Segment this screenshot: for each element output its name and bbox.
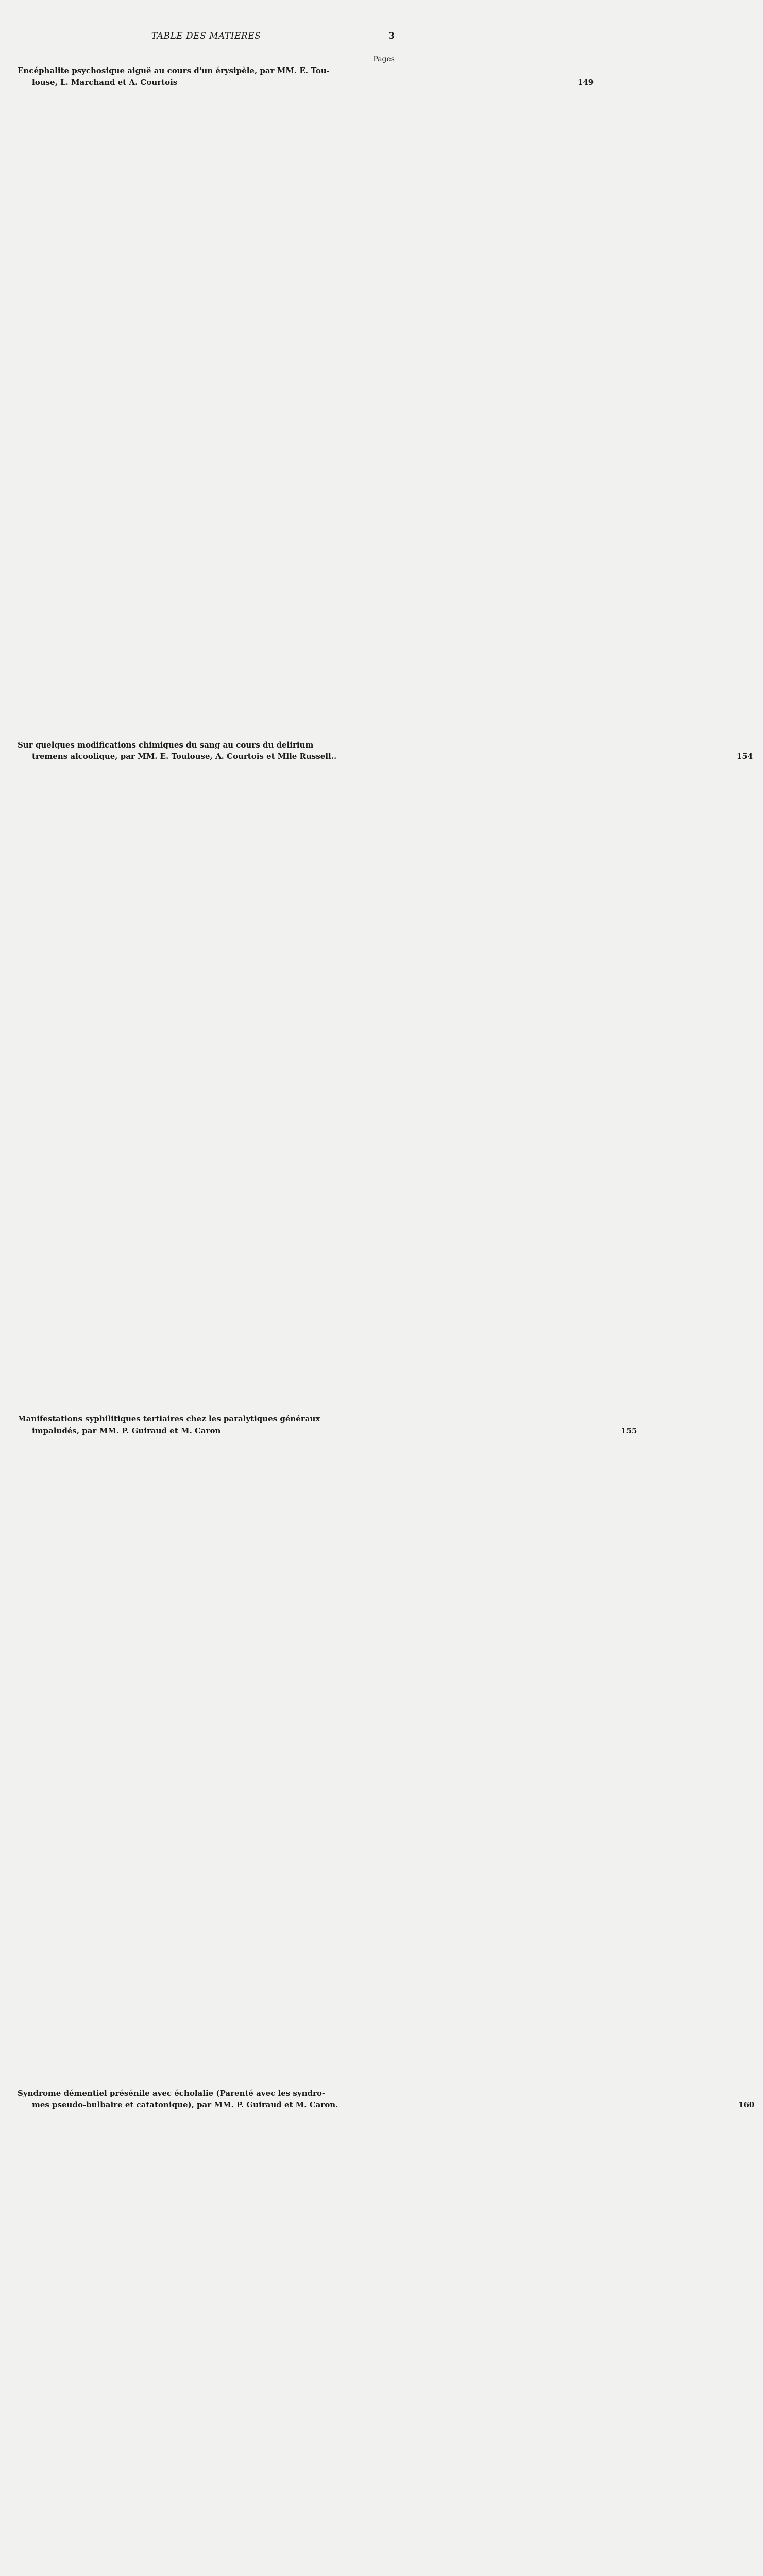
toc-entry-text: mes pseudo-bulbaire et catatonique), par MM. P. Guiraud et M. Caron. xyxy=(32,2099,338,2111)
toc-entry-page: 149 xyxy=(181,77,594,739)
toc-entry-text: Manifestations syphilitiques tertiaires chez les paralytiques généraux xyxy=(18,1413,320,1425)
toc-entry-line xyxy=(18,739,395,751)
toc-entry-line xyxy=(18,1425,395,2088)
intro-entries xyxy=(18,65,395,2576)
toc-entry-text: louse, L. Marchand et A. Courtois xyxy=(32,77,177,89)
toc-entry xyxy=(18,739,395,1414)
page-title: TABLE DES MATIERES xyxy=(18,31,395,41)
toc-entry-page: 154 xyxy=(341,751,753,1413)
toc-entry-line xyxy=(18,77,395,739)
toc-entry-text: impaludés, par MM. P. Guiraud et M. Caron xyxy=(32,1425,221,1437)
toc-entry-text: Syndrome démentiel présénile avec écholalie (Parenté avec les syndro- xyxy=(18,2088,325,2099)
pages-column-label: Pages xyxy=(18,54,395,65)
toc-entry-text: tremens alcoolique, par MM. E. Toulouse, A. Courtois et Mlle Russell.. xyxy=(32,751,336,762)
toc-entry-line xyxy=(18,2099,395,2576)
toc-entry-line xyxy=(18,65,395,77)
toc-entry-line xyxy=(18,751,395,1413)
toc-entry-line xyxy=(18,2088,395,2099)
document-page xyxy=(0,0,412,663)
toc-entry-text: Encéphalite psychosique aiguë au cours d'un érysipèle, par MM. E. Tou- xyxy=(18,65,330,77)
toc-entry xyxy=(18,1413,395,2088)
toc-entry-line xyxy=(18,1413,395,1425)
toc-entry-text: Sur quelques modifications chimiques du sang au cours du delirium xyxy=(18,739,313,751)
toc-entry xyxy=(18,65,395,739)
page-header xyxy=(18,31,395,44)
page-number: 3 xyxy=(388,31,395,41)
toc-entry-page: 160 xyxy=(342,2099,754,2576)
toc-entry-page: 155 xyxy=(225,1425,637,2088)
toc-entry xyxy=(18,2088,395,2576)
table-of-contents xyxy=(18,54,395,2576)
